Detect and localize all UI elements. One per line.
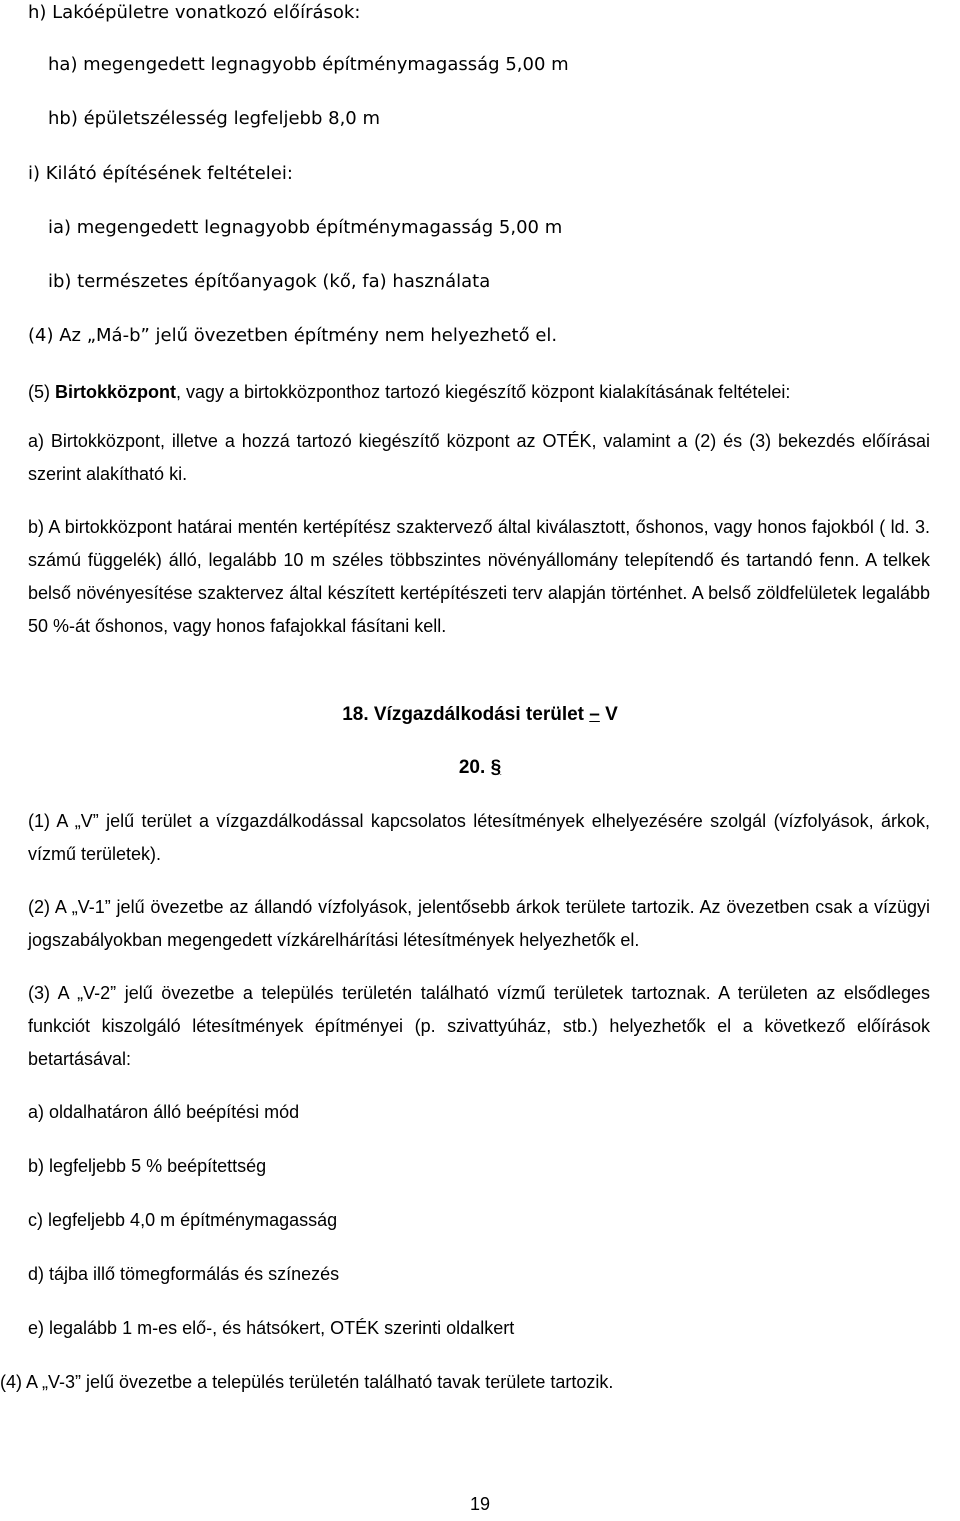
v-paragraph-4: (4) A „V-3” jelű övezetbe a település területén található tavak területe tartozik. (0, 1372, 614, 1392)
v-item-d: d) tájba illő tömegformálás és színezés (28, 1264, 340, 1284)
item-h: h) Lakóépületre vonatkozó előírások: (28, 2, 361, 23)
v-item-e: e) legalább 1 m-es elő-, és hátsókert, OTÉK szerinti oldalkert (28, 1318, 515, 1338)
item-ia: ia) megengedett legnagyobb építménymagasság 5,00 m (48, 217, 563, 238)
paragraph-5-rest: , vagy a birtokközponthoz tartozó kiegészítő központ kialakításának feltételei: (176, 382, 791, 402)
v-paragraph-3: (3) A „V-2” jelű övezetbe a település területén található vízmű területek tartoznak. A területen az elsődleges funkciót kiszolgáló létesítmények építményei (p. szivattyúház, stb.) helyezhetők el a következő előírások betartásával: (28, 983, 930, 1069)
v-paragraph-1: (1) A „V” jelű terület a vízgazdálkodással kapcsolatos létesítmények elhelyezésére szolgál (vízfolyások, árkok, vízmű területek). (28, 811, 930, 864)
paragraph-5a: a) Birtokközpont, illetve a hozzá tartozó kiegészítő központ az OTÉK, valamint a (2) és (3) bekezdés előírásai szerint alakítható ki. (28, 431, 930, 484)
section-sign: § (490, 757, 502, 778)
chapter-title (0, 698, 960, 731)
chapter-title-dash: – (589, 704, 600, 725)
item-i: i) Kilátó építésének feltételei: (28, 163, 293, 184)
paragraph-5-bold-term: Birtokközpont (55, 382, 176, 402)
section-number-text: 20. (458, 757, 491, 778)
page-number: 19 (469, 1494, 491, 1514)
item-hb: hb) épületszélesség legfeljebb 8,0 m (48, 108, 381, 129)
paragraph-5-prefix: (5) (28, 382, 55, 402)
paragraph-5-header (28, 376, 790, 409)
item-ib: ib) természetes építőanyagok (kő, fa) használata (48, 271, 491, 292)
paragraph-5b: b) A birtokközpont határai mentén kertépítész szaktervező által kiválasztott, őshonos, vagy honos fajokból ( ld. 3. számú függelék) álló, legalább 10 m széles többszintes növényállomány telepítendő és tartandó fenn. A telkek belső növényesítése szaktervez által készített kertépítészeti terv alapján történhet. A belső zöldfelületek legalább 50 %-át őshonos, vagy honos fafajokkal fásítani kell. (28, 517, 930, 636)
item-ha: ha) megengedett legnagyobb építménymagasság 5,00 m (48, 54, 569, 75)
v-item-c: c) legfeljebb 4,0 m építménymagasság (28, 1210, 338, 1230)
v-item-a: a) oldalhatáron álló beépítési mód (28, 1102, 300, 1122)
chapter-title-main: 18. Vízgazdálkodási terület (342, 704, 590, 725)
paragraph-4-ma-b: (4) Az „Má-b” jelű övezetben építmény nem helyezhető el. (28, 325, 558, 346)
chapter-title-tail: V (599, 704, 618, 725)
v-item-b: b) legfeljebb 5 % beépítettség (28, 1156, 267, 1176)
section-number (0, 751, 960, 784)
v-paragraph-2: (2) A „V-1” jelű övezetbe az állandó vízfolyások, jelentősebb árkok területe tartozik. Az övezetben csak a vízügyi jogszabályokban megengedett vízkárelhárítási létesítmények helyezhetők el. (28, 897, 930, 950)
